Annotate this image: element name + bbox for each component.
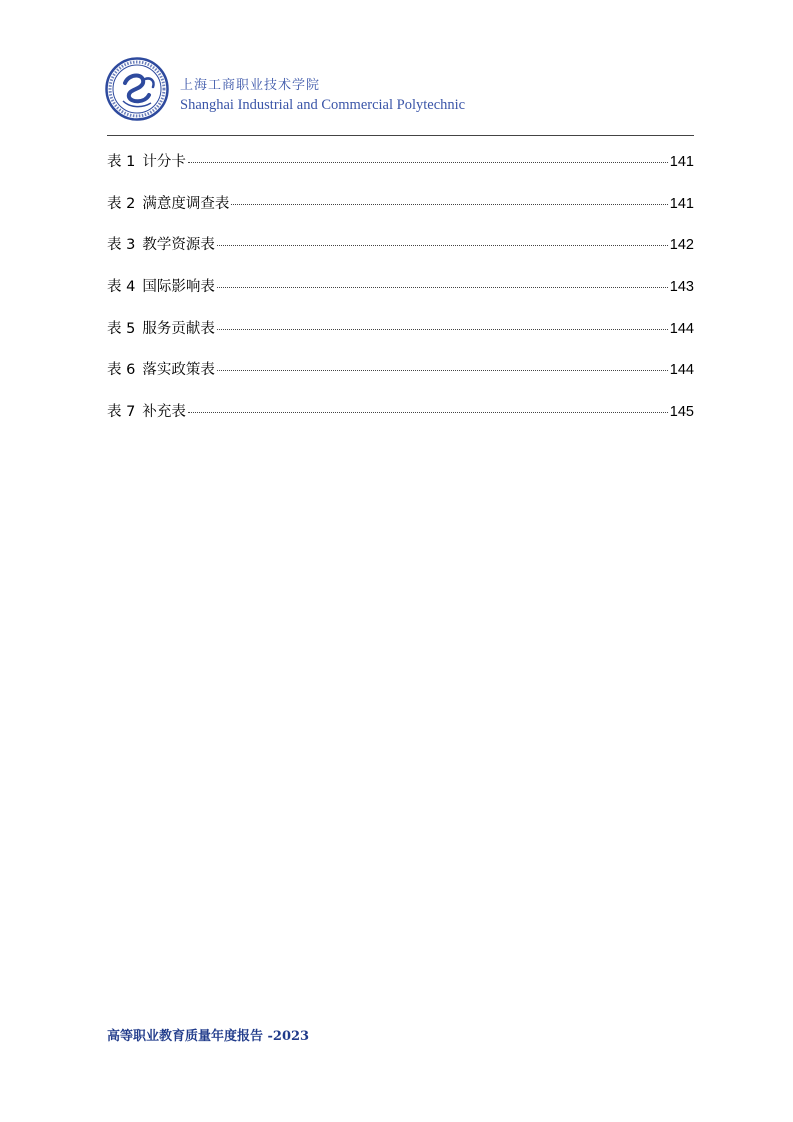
- toc-entry-page: 144: [669, 362, 694, 379]
- toc-dot-leader: [231, 204, 667, 205]
- toc-entry-number: 表 1: [107, 154, 136, 170]
- toc-entry[interactable]: [107, 358, 694, 400]
- toc-entry-number: 表 4: [107, 279, 136, 296]
- toc-entry[interactable]: [107, 400, 694, 442]
- toc-entry-title: 教学资源表: [142, 237, 215, 254]
- toc-entry[interactable]: [107, 275, 694, 317]
- school-name-en: Shanghai Industrial and Commercial Polytechnic: [180, 97, 466, 113]
- toc-entry-number: 表 3: [107, 237, 136, 254]
- toc-entry-title: 服务贡献表: [142, 320, 215, 337]
- toc-entry-number: 表 7: [107, 404, 136, 421]
- toc-entry[interactable]: [107, 317, 694, 359]
- toc-dot-leader: [217, 329, 668, 330]
- toc-entry-title: 满意度调查表: [142, 195, 230, 212]
- toc-entry[interactable]: [107, 150, 694, 192]
- toc-entry-page: 143: [669, 279, 694, 296]
- toc-dot-leader: [217, 370, 668, 371]
- toc-entry-page: 142: [669, 237, 694, 254]
- school-name-cn: 上海工商职业技术学院: [180, 78, 321, 93]
- toc-dot-leader: [217, 245, 668, 246]
- table-of-contents: [107, 150, 694, 442]
- toc-dot-leader: [188, 412, 668, 413]
- toc-entry-page: 141: [669, 154, 694, 170]
- toc-entry-page: 141: [669, 195, 694, 212]
- toc-entry-number: 表 6: [107, 362, 136, 379]
- report-footer: 高等职业教育质量年度报告 -2023: [107, 1029, 310, 1044]
- toc-entry-title: 国际影响表: [142, 279, 215, 296]
- toc-entry-title: 补充表: [142, 404, 186, 421]
- toc-entry-title: 落实政策表: [142, 362, 215, 379]
- toc-entry-number: 表 5: [107, 320, 136, 337]
- toc-dot-leader: [188, 162, 668, 163]
- toc-dot-leader: [217, 287, 668, 288]
- toc-entry-page: 144: [669, 320, 694, 337]
- toc-entry-title: 计分卡: [142, 154, 186, 170]
- toc-entry-number: 表 2: [107, 195, 136, 212]
- toc-entry[interactable]: [107, 233, 694, 275]
- toc-entry[interactable]: [107, 192, 694, 234]
- toc-entry-page: 145: [669, 404, 694, 421]
- header-divider: [107, 135, 694, 136]
- school-seal-icon: [105, 57, 169, 121]
